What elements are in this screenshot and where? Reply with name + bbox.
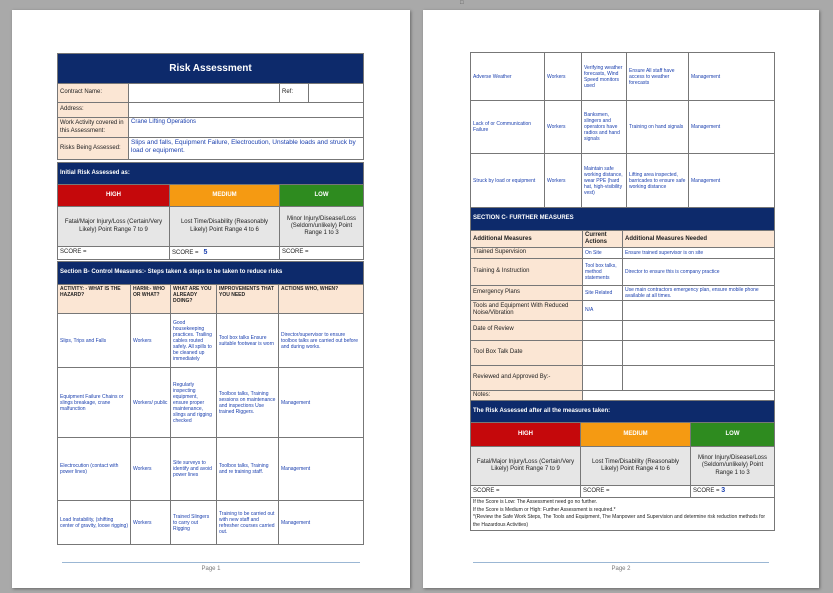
activity-cell: Slips, Trips and Falls (58, 314, 131, 368)
actions-cell: Management (689, 101, 775, 154)
work-activity-field[interactable]: Crane Lifting Operations (129, 118, 364, 138)
actions-cell: Management (279, 501, 364, 545)
reviewed-by-field[interactable] (583, 365, 623, 390)
activity-cell: Adverse Weather (471, 53, 545, 101)
table-row (471, 285, 775, 300)
page-mark-icon: □ (460, 0, 464, 6)
address-label: Address: (58, 103, 129, 118)
table-row (471, 248, 775, 258)
medium-level-cell: MEDIUM (170, 185, 280, 207)
measure-label: Emergency Plans (471, 285, 583, 300)
table-row (471, 320, 775, 340)
low-description: Minor Injury/Disease/Loss (Seldom/unlikely) Point Range 1 to 3 (280, 207, 364, 247)
control-measures-continued-table (470, 52, 775, 209)
table-row (471, 53, 775, 101)
review-label: Reviewed and Approved By:- (471, 365, 583, 390)
table-row (471, 340, 775, 365)
improvements-cell: Toolbox talks, Training sessions on maintenance and inspections Use trained Riggers. (217, 368, 279, 438)
medium-score-cell[interactable] (581, 486, 691, 498)
current-action-cell[interactable]: N/A (583, 300, 623, 320)
column-header: WHAT ARE YOU ALREADY DOING? (171, 285, 217, 314)
measure-needed-cell[interactable]: Ensure trained supervisor is on site (623, 248, 775, 258)
measure-label: Training & Instruction (471, 258, 583, 285)
doing-cell: Trained Slingers to carry out Rigging (171, 501, 217, 545)
initial-risk-header: Initial Risk Assessed as: (58, 163, 364, 185)
notes-label: Notes: (471, 390, 583, 401)
harm-cell: Workers (131, 314, 171, 368)
harm-cell: Workers (545, 53, 582, 101)
activity-cell: Struck by load or equipment (471, 154, 545, 209)
column-header: HARM:- WHO OR WHAT? (131, 285, 171, 314)
document-page-2 (423, 10, 819, 588)
medium-level-cell: MEDIUM (581, 423, 691, 447)
risk-assessment-table (57, 53, 364, 160)
contract-name-label: Contract Name: (58, 84, 129, 103)
risks-field[interactable]: Slips and falls, Equipment Failure, Electrocution, Unstable loads and struck by load or equipment. (129, 138, 364, 160)
activity-cell: Electrocution (contact with power lines) (58, 438, 131, 501)
improvements-cell: Training to be carried out with new staff and refresher courses carried out. (217, 501, 279, 545)
current-action-cell[interactable]: On Site (583, 248, 623, 258)
current-action-cell[interactable]: Site Related (583, 285, 623, 300)
review-label: Date of Review (471, 320, 583, 340)
reviewed-by-extra[interactable] (623, 365, 775, 390)
harm-cell: Workers (131, 501, 171, 545)
doing-cell: Regularly inspecting equipment, ensure proper maintenance, slings and rigging checked (171, 368, 217, 438)
review-label: Tool Box Talk Date (471, 340, 583, 365)
work-activity-label: Work Activity covered in this Assessment: (58, 118, 129, 138)
table-row (471, 365, 775, 390)
actions-cell: Director/supervisor to ensure toolbox talks are carried out before and during works. (279, 314, 364, 368)
actions-cell: Management (279, 438, 364, 501)
table-row (471, 258, 775, 285)
high-description: Fatal/Major Injury/Loss (Certain/Very Likely) Point Range 7 to 9 (471, 447, 581, 486)
improvements-cell: Tool box talks Ensure suitable footwear is worn (217, 314, 279, 368)
high-score-cell[interactable] (471, 486, 581, 498)
medium-score-cell[interactable] (170, 247, 280, 260)
doing-cell: Site surveys to identify and avoid power lines (171, 438, 217, 501)
table-row (58, 314, 364, 368)
harm-cell: Workers (545, 154, 582, 209)
activity-cell: Lack of or Communication Failure (471, 101, 545, 154)
doing-cell: Maintain safe working distance, wear PPE (hard hat, high-visibility vest) (582, 154, 627, 209)
ref-field[interactable] (309, 84, 364, 103)
improvements-cell: Training on hand signals (627, 101, 689, 154)
table-row (58, 438, 364, 501)
table-row (58, 501, 364, 545)
section-b-header: Section B- Control Measures:- Steps taken & steps to be taken to reduce risks (58, 262, 364, 285)
current-action-cell[interactable]: Tool box talks, method statements (583, 258, 623, 285)
harm-cell: Workers (545, 101, 582, 154)
activity-cell: Load Instability, (shifting center of gravity, loose rigging) (58, 501, 131, 545)
table-row (58, 368, 364, 438)
harm-cell: Workers/ public (131, 368, 171, 438)
further-measures-table (470, 207, 775, 402)
page-title: Risk Assessment (58, 54, 364, 84)
low-level-cell: LOW (691, 423, 775, 447)
measure-needed-cell[interactable]: Director to ensure this is company practice (623, 258, 775, 285)
actions-cell: Management (689, 154, 775, 209)
low-score-cell[interactable] (280, 247, 364, 260)
final-risk-table (470, 400, 775, 531)
page-footer: Page 2 (473, 562, 769, 572)
medium-description: Lost Time/Disability (Reasonably Likely) Point Range 4 to 6 (581, 447, 691, 486)
footnote-line: *(Review the Safe Work Steps, The Tools and Equipment, The Manpower and Supervision and determine risk reduction methods for the Hazardous Activities) (473, 514, 766, 528)
footnote-line: If the Score is Low: The Assessment need go no further. (473, 499, 598, 505)
improvements-cell: Lifting area inspected, barricades to ensure safe working distance (627, 154, 689, 209)
footnote-line: If the Score is Medium or High: Further Assessment is required.* (473, 506, 616, 513)
column-header: Current Actions (583, 231, 623, 248)
low-level-cell: LOW (280, 185, 364, 207)
score-label: SCORE = (60, 249, 87, 256)
improvements-cell: Ensure All staff have access to weather forecasts (627, 53, 689, 101)
column-header: Additional Measures Needed (623, 231, 775, 248)
footnote-cell (471, 498, 775, 531)
contract-name-field[interactable] (129, 84, 280, 103)
review-date-field[interactable] (583, 320, 623, 340)
toolbox-date-field[interactable] (583, 340, 623, 365)
score-label: SCORE = (473, 487, 500, 494)
doing-cell: Good housekeeping practices. Trailing cables routed safely. All spills to be cleaned up immediately (171, 314, 217, 368)
score-label: SCORE = (172, 249, 199, 256)
low-score-cell[interactable] (691, 486, 775, 498)
ref-label: Ref: (280, 84, 309, 103)
high-level-cell: HIGH (471, 423, 581, 447)
actions-cell: Management (279, 368, 364, 438)
table-row (471, 101, 775, 154)
measure-label: Tools and Equipment With Reduced Noise/Vibration (471, 300, 583, 320)
harm-cell: Workers (131, 438, 171, 501)
doing-cell: Verifying weather forecasts, Wind Speed monitors used (582, 53, 627, 101)
measure-label: Trained Supervision (471, 248, 583, 258)
score-label: SCORE = (583, 487, 610, 494)
column-header: Additional Measures (471, 231, 583, 248)
after-measures-header: The Risk Assessed after all the measures taken: (471, 401, 775, 423)
high-score-cell[interactable] (58, 247, 170, 260)
medium-score-value: 5 (203, 248, 208, 256)
high-description: Fatal/Major Injury/Loss (Certain/Very Likely) Point Range 7 to 9 (58, 207, 170, 247)
measure-needed-cell[interactable] (623, 300, 775, 320)
actions-cell: Management (689, 53, 775, 101)
column-header: IMPROVEMENTS THAT YOU NEED (217, 285, 279, 314)
measure-needed-cell[interactable]: Use main contractors emergency plan, ensure mobile phone available at all times. (623, 285, 775, 300)
review-date-extra[interactable] (623, 320, 775, 340)
address-field[interactable] (129, 103, 364, 118)
column-header: ACTIONS WHO, WHEN? (279, 285, 364, 314)
section-c-header: SECTION C- FURTHER MEASURES (471, 208, 775, 231)
table-row (471, 300, 775, 320)
initial-risk-table (57, 162, 364, 260)
activity-cell: Equipment Failure Chains or slings breakage, crane malfunction (58, 368, 131, 438)
table-row (471, 154, 775, 209)
improvements-cell: Toolbox talks, Training and re training staff. (217, 438, 279, 501)
document-page-1 (12, 10, 410, 588)
column-header: ACTIVITY: - WHAT IS THE HAZARD? (58, 285, 131, 314)
low-description: Minor Injury/Disease/Loss (Seldom/unlikely) Point Range 1 to 3 (691, 447, 775, 486)
page-footer: Page 1 (62, 562, 360, 572)
control-measures-table (57, 261, 364, 545)
score-label: SCORE = (282, 249, 309, 256)
toolbox-date-extra[interactable] (623, 340, 775, 365)
risks-label: Risks Being Assessed: (58, 138, 129, 160)
doing-cell: Banksmen, slingers and operators have radios and hand signals (582, 101, 627, 154)
low-score-value: 3 (721, 487, 726, 495)
medium-description: Lost Time/Disability (Reasonably Likely) Point Range 4 to 6 (170, 207, 280, 247)
high-level-cell: HIGH (58, 185, 170, 207)
score-label: SCORE = (693, 488, 720, 495)
